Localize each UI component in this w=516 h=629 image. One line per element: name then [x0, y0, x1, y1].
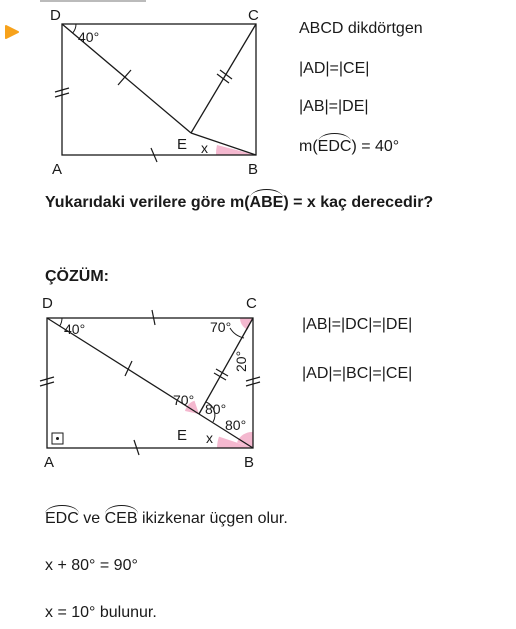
fig2-label-c: C: [246, 295, 257, 312]
fig2-label-d: D: [42, 295, 53, 312]
solution-arc-ceb: CEB: [104, 510, 138, 527]
given-line-4: [299, 138, 399, 156]
given-line-4-suffix: ) = 40°: [351, 138, 400, 155]
fig2-angle-c2: 20°: [233, 350, 249, 372]
fig1-label-a: A: [52, 161, 63, 178]
figure-problem: [0, 0, 290, 180]
solution-line-3: x = 10° bulunur.: [45, 604, 157, 621]
question-prefix: Yukarıdaki verilere göre m(: [45, 194, 250, 211]
solution-eq-2: |AD|=|BC|=|CE|: [302, 365, 413, 382]
solution-eq-1: |AB|=|DC|=|DE|: [302, 316, 413, 333]
question-suffix: ) = x kaç derecedir?: [283, 194, 434, 211]
fig1-label-c: C: [248, 7, 259, 24]
solution-arc-edc: EDC: [45, 510, 79, 527]
fig1-angle-x: x: [201, 140, 208, 156]
fig2-angle-x: x: [206, 430, 213, 446]
fig1-angle-d: 40°: [78, 29, 100, 45]
fig1-label-d: D: [50, 7, 61, 24]
solution-title: ÇÖZÜM:: [45, 268, 109, 285]
given-line-1: ABCD dikdörtgen: [299, 20, 423, 37]
fig2-angle-c: 70°: [210, 319, 232, 335]
question-arc: ABE: [249, 194, 284, 211]
figure-solution: [0, 280, 300, 480]
question-text: [45, 194, 433, 212]
fig1-label-e: E: [177, 136, 188, 153]
solution-line-2: x + 80° = 90°: [45, 557, 138, 574]
fig2-label-b: B: [244, 454, 255, 471]
given-line-4-arc: EDC: [317, 138, 352, 155]
solution-line-1-mid: ve: [83, 510, 101, 527]
fig1-label-b: B: [248, 161, 259, 178]
fig2-label-e: E: [177, 427, 188, 444]
fig2-angle-d: 40°: [64, 321, 86, 337]
solution-line-1-suffix: ikizkenar üçgen olur.: [141, 510, 288, 527]
given-line-3: |AB|=|DE|: [299, 98, 369, 115]
fig2-label-a: A: [44, 454, 55, 471]
given-line-2: |AD|=|CE|: [299, 60, 370, 77]
given-line-4-prefix: m(: [299, 138, 318, 155]
solution-line-1: [45, 510, 288, 528]
fig2-angle-e1: 70°: [173, 392, 195, 408]
fig2-angle-b: 80°: [225, 417, 247, 433]
fig2-angle-e2: 80°: [205, 401, 227, 417]
